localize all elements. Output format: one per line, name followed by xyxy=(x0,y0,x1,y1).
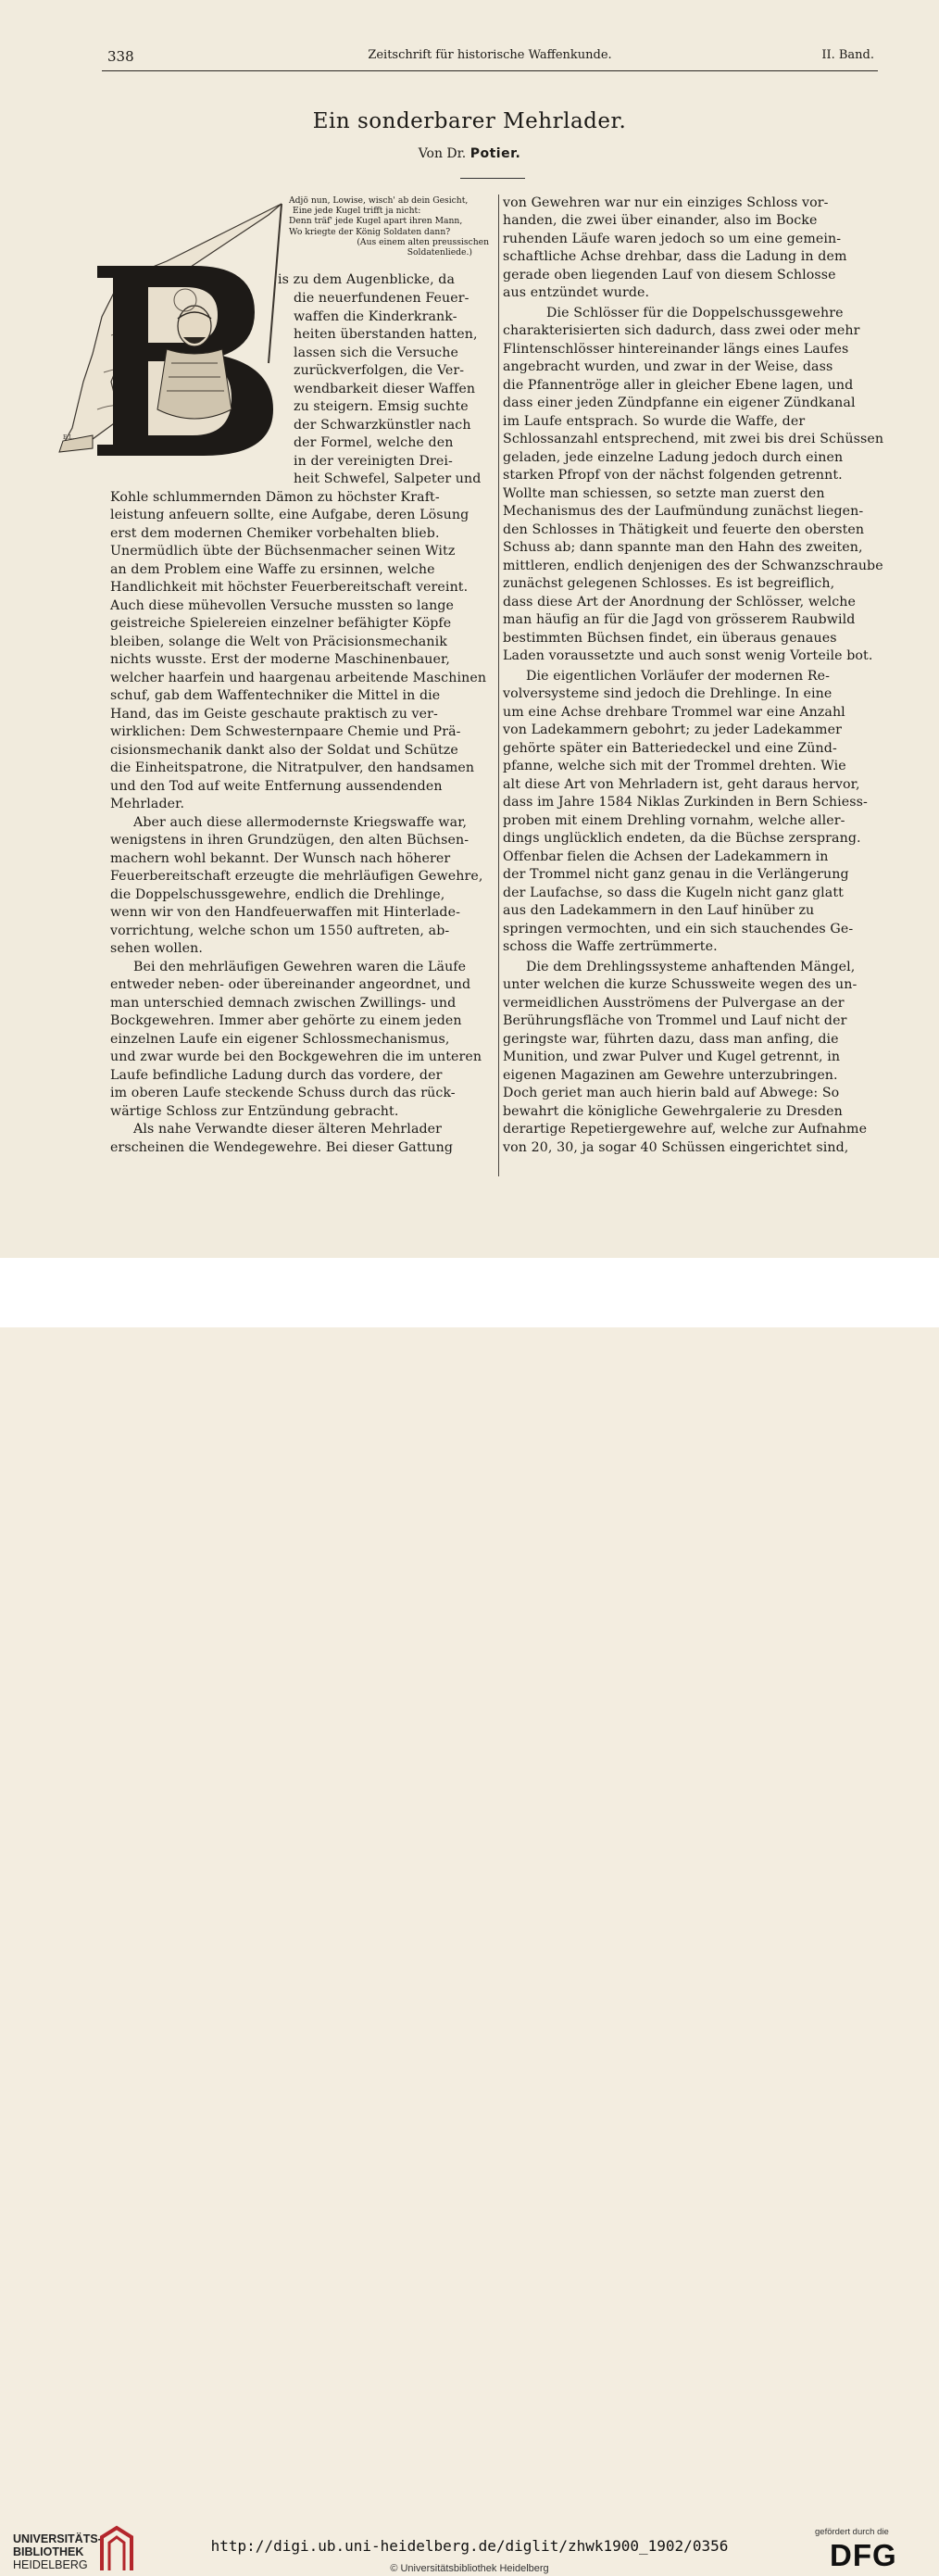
author-name: Potier. xyxy=(470,146,521,161)
library-name-line: BIBLIOTHEK xyxy=(13,2545,84,2558)
byline-prefix: Von Dr. xyxy=(418,146,467,161)
text-line: Offenbar fielen die Achsen der Ladekammern in xyxy=(503,849,829,864)
text-line: Mehrlader. xyxy=(110,797,185,811)
text-line: handen, die zwei über einander, also im Bocke xyxy=(503,213,818,228)
text-line: Die Schlösser für die Doppelschussgewehre xyxy=(546,306,844,320)
text-line: sehen wollen. xyxy=(110,941,203,956)
text-line: derartige Repetiergewehre auf, welche zur Aufnahme xyxy=(503,1122,868,1137)
text-line: von Gewehren war nur ein einziges Schloss vor- xyxy=(503,195,829,210)
epigraph-line: Eine jede Kugel trifft ja nicht: xyxy=(293,206,421,217)
text-line: der Laufachse, so dass die Kugeln nicht ganz glatt xyxy=(503,886,844,900)
text-line: Bei den mehrläufigen Gewehren waren die Läufe xyxy=(133,960,467,974)
text-line: machern wohl bekannt. Der Wunsch nach höherer xyxy=(110,851,451,866)
text-line: pfanne, welche sich mit der Trommel drehten. Wie xyxy=(503,759,846,773)
text-line: Die eigentlichen Vorläufer der modernen Re- xyxy=(526,669,830,684)
text-line: die Doppelschussgewehre, endlich die Drehlinge, xyxy=(110,887,445,902)
text-line: gehörte später ein Batteriedeckel und eine Zünd- xyxy=(503,741,837,756)
text-line: heiten überstanden hatten, xyxy=(294,327,478,342)
text-line: Hand, das im Geiste geschaute praktisch zu ver- xyxy=(110,707,438,722)
header-rule xyxy=(102,70,878,71)
text-line: der Trommel nicht ganz genau in die Verlängerung xyxy=(503,867,849,882)
byline xyxy=(0,146,939,161)
text-line: einzelnen Laufe ein eigener Schlossmechanismus, xyxy=(110,1032,450,1047)
text-line: angebracht wurden, und zwar in der Weise, dass xyxy=(503,359,833,374)
text-line: der Schwarzkünstler nach xyxy=(294,418,471,433)
text-line: Mechanismus des der Laufmündung zunächst liegen- xyxy=(503,504,864,519)
text-line: Laden voraussetzte und auch sonst wenig Vorteile bot. xyxy=(503,648,873,663)
text-line: charakterisierten sich dadurch, dass zwei oder mehr xyxy=(503,323,860,338)
text-line: die neuerfundenen Feuer- xyxy=(294,291,470,306)
volume-label: II. Band. xyxy=(821,48,874,62)
text-line: heit Schwefel, Salpeter und xyxy=(294,471,482,486)
text-line: is zu dem Augenblicke, da xyxy=(278,272,456,287)
text-line: wenn wir von den Handfeuerwaffen mit Hinterlade- xyxy=(110,905,460,920)
page-number: 338 xyxy=(107,48,134,65)
text-line: dass diese Art der Anordnung der Schlösser, welche xyxy=(503,595,857,609)
text-line: unter welchen die kurze Schussweite wegen des un- xyxy=(503,977,858,992)
text-line: die Pfannentröge aller in gleicher Ebene lagen, und xyxy=(503,378,854,393)
text-line: Unermüdlich übte der Büchsenmacher seinen Witz xyxy=(110,544,456,559)
text-line: aus den Ladekammern in den Lauf hinüber zu xyxy=(503,903,815,918)
text-line: vorrichtung, welche schon um 1550 auftreten, ab- xyxy=(110,924,450,938)
title-rule xyxy=(460,178,525,179)
text-line: Handlichkeit mit höchster Feuerbereitschaft vereint. xyxy=(110,580,469,595)
text-line: wirklichen: Dem Schwesternpaare Chemie und Prä- xyxy=(110,724,461,739)
text-line: Schuss ab; dann spannte man den Hahn des zweiten, xyxy=(503,540,863,555)
epigraph-line: Denn träf' jede Kugel apart ihren Mann, xyxy=(289,216,463,227)
text-line: schuf, gab dem Waffentechniker die Mittel in die xyxy=(110,688,441,703)
text-line: Wollte man schiessen, so setzte man zuerst den xyxy=(503,486,825,501)
text-line: zurückverfolgen, die Ver- xyxy=(294,363,465,378)
scanned-page xyxy=(0,0,939,1258)
text-line: im oberen Laufe steckende Schuss durch das rück- xyxy=(110,1086,456,1100)
text-line: aus entzündet wurde. xyxy=(503,285,650,300)
epigraph xyxy=(289,195,489,258)
text-line: geistreiche Spielereien einzelner befähigter Köpfe xyxy=(110,616,452,631)
epigraph-line: Adjö nun, Lowise, wisch' ab dein Gesicht, xyxy=(289,195,469,206)
text-line: bleiben, solange die Welt von Präcisionsmechanik xyxy=(110,635,447,649)
running-head xyxy=(102,46,878,67)
text-line: gerade oben liegenden Lauf von diesem Schlosse xyxy=(503,268,836,283)
text-line: geladen, jede einzelne Ladung jedoch durch einen xyxy=(503,450,844,465)
text-line: Doch geriet man auch hierin bald auf Abwege: So xyxy=(503,1086,840,1100)
article-title: Ein sonderbarer Mehrlader. xyxy=(312,109,627,133)
text-line: Als nahe Verwandte dieser älteren Mehrlader xyxy=(133,1122,443,1137)
text-line: zu steigern. Emsig suchte xyxy=(294,399,469,414)
text-line: geringste war, führten dazu, dass man anfing, die xyxy=(503,1032,839,1047)
initial-b-illustration xyxy=(56,196,283,456)
text-line: ruhenden Läufe waren jedoch so um eine gemein- xyxy=(503,232,842,246)
journal-title: Zeitschrift für historische Waffenkunde. xyxy=(368,48,612,62)
text-line: cisionsmechanik dankt also der Soldat und Schütze xyxy=(110,743,458,758)
text-line: den Schlosses in Thätigkeit und feuerte den obersten xyxy=(503,522,865,537)
text-line: mittleren, endlich denjenigen des der Schwanzschraube xyxy=(503,559,883,573)
text-line: bewahrt die königliche Gewehrgalerie zu Dresden xyxy=(503,1104,843,1119)
text-line: in der vereinigten Drei- xyxy=(294,454,453,469)
text-line: Berührungsfläche von Trommel und Lauf nicht der xyxy=(503,1013,847,1028)
text-line: zunächst gelegenen Schlosses. Es ist begreiflich, xyxy=(503,576,835,591)
text-line: schoss die Waffe zertrümmerte. xyxy=(503,939,718,954)
text-line: von Ladekammern gebohrt; zu jeder Ladekammer xyxy=(503,723,842,737)
text-line: Aber auch diese allermodernste Kriegswaffe war, xyxy=(133,815,468,830)
dfg-logo[interactable]: DFG xyxy=(830,2538,897,2572)
copyright-notice: © Universitätsbibliothek Heidelberg xyxy=(390,2563,549,2574)
text-line: entweder neben- oder übereinander angeordnet, und xyxy=(110,977,471,992)
library-name-line: UNIVERSITÄTS- xyxy=(13,2532,102,2545)
text-line: eigenen Magazinen am Gewehre unterzubringen. xyxy=(503,1068,838,1083)
text-line: die Einheitspatrone, die Nitratpulver, den handsamen xyxy=(110,760,475,775)
library-name-line: HEIDELBERG xyxy=(13,2558,88,2571)
text-line: Munition, und zwar Pulver und Kugel getrennt, in xyxy=(503,1049,841,1064)
text-line: dass im Jahre 1584 Niklas Zurkinden in Bern Schiess- xyxy=(503,795,868,810)
text-line: Die dem Drehlingssysteme anhaftenden Mängel, xyxy=(526,960,856,974)
text-line: waffen die Kinderkrank- xyxy=(294,309,457,324)
text-line: im Laufe entsprach. So wurde die Waffe, der xyxy=(503,414,806,429)
text-line: erst dem modernen Chemiker vorbehalten blieb. xyxy=(110,526,440,541)
text-line: dass einer jeden Zündpfanne ein eigener Zündkanal xyxy=(503,396,856,410)
text-line: Feuerbereitschaft erzeugte die mehrläufigen Gewehre, xyxy=(110,869,483,884)
text-line: man häufig an für die Jagd von grösserem Raubwild xyxy=(503,612,856,627)
permalink-url[interactable]: http://digi.ub.uni-heidelberg.de/diglit/zhwk1900_1902/0356 xyxy=(210,2537,729,2555)
text-line: Auch diese mühevollen Versuche mussten so lange xyxy=(110,598,455,613)
epigraph-source: (Aus einem alten preussischen xyxy=(357,236,489,247)
text-line: Kohle schlummernden Dämon zu höchster Kraft- xyxy=(110,490,440,505)
text-line: welcher haarfein und haargenau arbeitende Maschinen xyxy=(110,671,487,685)
text-line: der Formel, welche den xyxy=(294,435,454,450)
text-line: Flintenschlösser hintereinander längs eines Laufes xyxy=(503,342,849,357)
text-line: volversysteme sind jedoch die Drehlinge. In eine xyxy=(503,686,833,701)
text-line: von 20, 30, ja sogar 40 Schüssen eingerichtet sind, xyxy=(503,1140,849,1155)
text-line: Bockgewehren. Immer aber gehörte zu einem jeden xyxy=(110,1013,462,1028)
text-line: um eine Achse drehbare Trommel war eine Anzahl xyxy=(503,705,845,720)
illustrator-signature: E.L. xyxy=(63,434,75,441)
funder-note: gefördert durch die xyxy=(815,2527,889,2537)
text-line: nichts wusste. Erst der moderne Maschinenbauer, xyxy=(110,652,450,667)
column-rule xyxy=(498,195,499,1176)
text-line: und den Tod auf weite Entfernung aussendenden xyxy=(110,779,443,794)
text-line: schaftliche Achse drehbar, dass die Ladung in dem xyxy=(503,249,847,264)
text-line: wärtige Schloss zur Entzündung gebracht. xyxy=(110,1104,399,1119)
text-line: an dem Problem eine Waffe zu ersinnen, welche xyxy=(110,562,435,577)
text-line: vermeidlichen Ausströmens der Pulvergase an der xyxy=(503,996,845,1011)
text-line: wendbarkeit dieser Waffen xyxy=(294,382,476,396)
text-line: Schlossanzahl entsprechend, mit zwei bis drei Schüssen xyxy=(503,432,884,446)
text-line: springen vermochten, und ein sich stauchendes Ge- xyxy=(503,922,854,936)
text-line: starken Pfropf von der nächst folgenden getrennt. xyxy=(503,468,843,483)
text-line: dings unglücklich endeten, da die Büchse zersprang. xyxy=(503,831,861,846)
epigraph-line: Wo kriegte der König Soldaten dann? xyxy=(289,226,451,237)
text-line: erscheinen die Wendegewehre. Bei dieser Gattung xyxy=(110,1140,454,1155)
text-line: und zwar wurde bei den Bockgewehren die im unteren xyxy=(110,1049,482,1064)
epigraph-source: Soldatenliede.) xyxy=(407,247,472,258)
viewer-footer xyxy=(0,1258,939,2574)
text-line: lassen sich die Versuche xyxy=(294,346,458,360)
text-line: leistung anfeuern sollte, eine Aufgabe, deren Lösung xyxy=(110,508,470,522)
text-line: alt diese Art von Mehrladern ist, geht daraus hervor, xyxy=(503,777,860,792)
text-line: wenigstens in ihren Grundzügen, den alten Büchsen- xyxy=(110,833,470,848)
text-line: bestimmten Büchsen findet, ein überaus genaues xyxy=(503,631,837,646)
text-line: Laufe befindliche Ladung durch das vordere, der xyxy=(110,1068,443,1083)
text-line: proben mit einem Drehling vornahm, welche aller- xyxy=(503,813,845,828)
text-line: man unterschied demnach zwischen Zwillings- und xyxy=(110,996,457,1011)
